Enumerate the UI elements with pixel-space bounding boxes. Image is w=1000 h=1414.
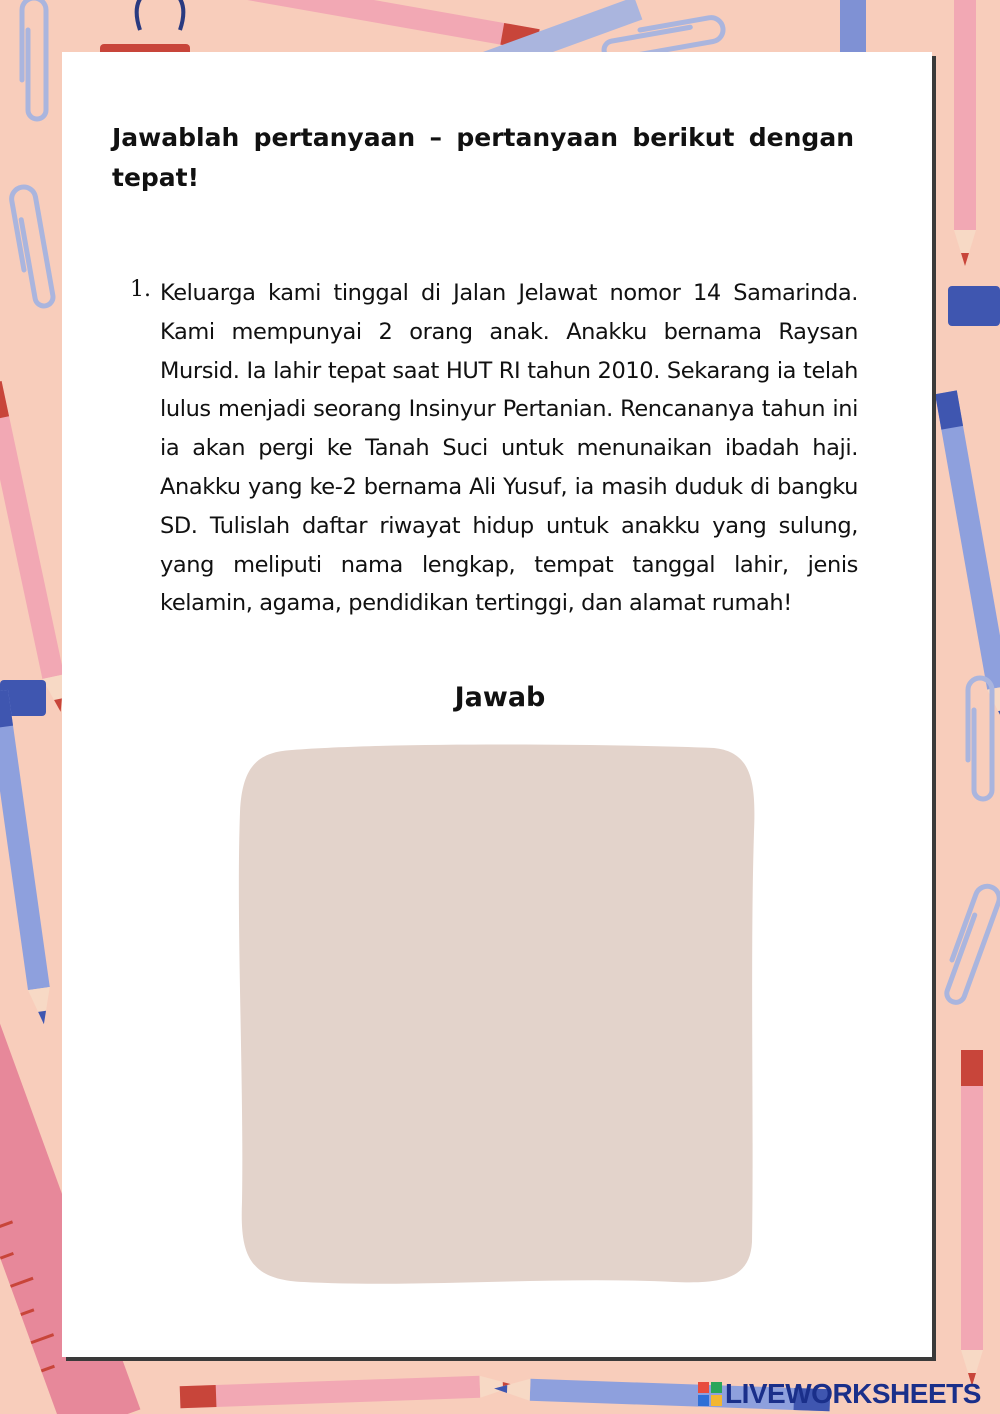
liveworksheets-logo-icon: [698, 1382, 722, 1406]
question-number: 1.: [130, 277, 151, 302]
liveworksheets-wordmark: LIVEWORKSHEETS: [725, 1378, 981, 1409]
liveworksheets-branding: [698, 1378, 981, 1410]
answer-label: Jawab: [454, 682, 546, 713]
question-text: Keluarga kami tinggal di Jalan Jelawat nomor 14 Samarinda. Kami mempunyai 2 orang anak. Anakku bernama Raysan Mursid. Ia lahir tepat saat HUT RI tahun 2010. Sekarang ia telah lulus menjadi seorang Insinyur Pertanian. Rencananya tahun ini ia akan pergi ke Tanah Suci untuk menunaikan ibadah haji. Anakku yang ke-2 bernama Ali Yusuf, ia masih duduk di bangku SD. Tulislah daftar riwayat hidup untuk anakku yang sulung, yang meliputi nama lengkap, tempat tanggal lahir, jenis kelamin, agama, pendidikan tertinggi, dan alamat rumah!: [160, 280, 858, 617]
answer-box[interactable]: [234, 742, 760, 1288]
instruction-heading: Jawablah pertanyaan – pertanyaan berikut dengan tepat!: [112, 123, 854, 192]
